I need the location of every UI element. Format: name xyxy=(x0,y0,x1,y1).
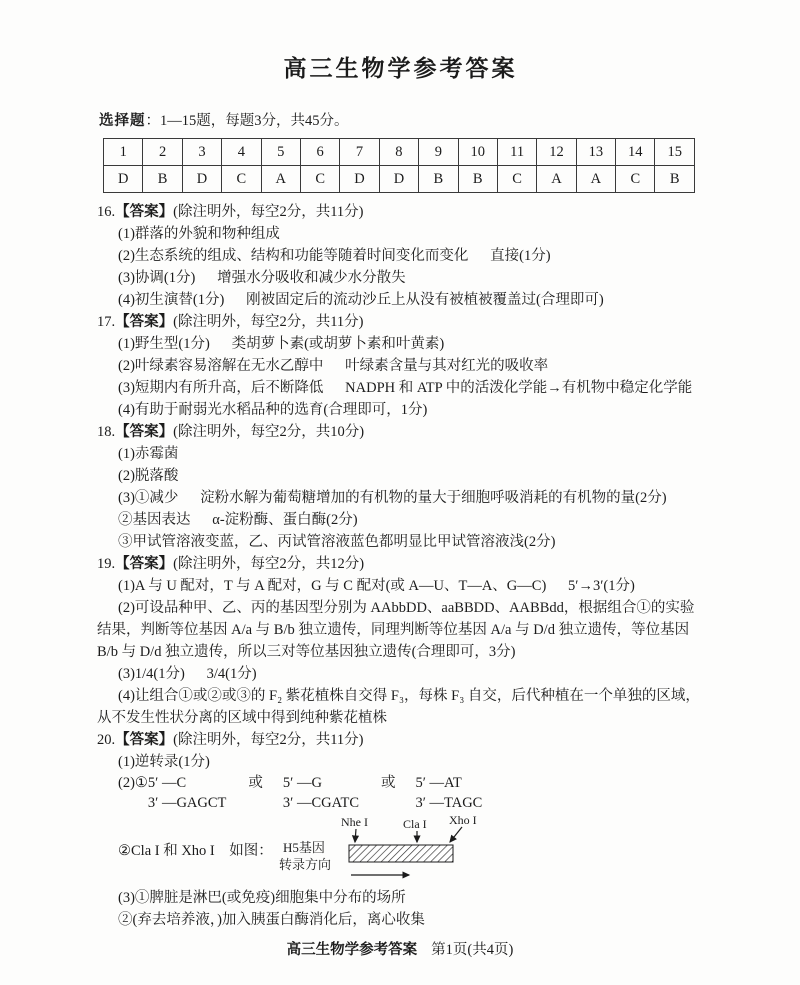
site-nhe1-label: Nhe I xyxy=(340,815,368,829)
question-number-cell: 7 xyxy=(340,139,379,166)
answer-letter-cell: D xyxy=(104,166,143,193)
h5-gene-diagram xyxy=(279,815,529,887)
answer-line: (3)协调(1分) 增强水分吸收和减少水分散失 xyxy=(118,270,406,286)
answer-line: ②(弃去培养液，)加入胰蛋白酶消化后，离心收集 xyxy=(118,912,425,928)
section-heading-detail: ：1—15题，每题3分，共45分。 xyxy=(145,113,349,129)
answer-letter-cell: C xyxy=(222,166,261,193)
answer-line: (4)让组合①或②或③的 F₂ 紫花植株自交得 F₃，每株 F₃ 自交，后代种植在一个单独的区域，从不发生性状分离的区域中得到纯种紫花植株 xyxy=(97,688,700,726)
question-20 xyxy=(97,729,704,931)
answer-line: (1)野生型(1分) 类胡萝卜素(或胡萝卜素和叶黄素) xyxy=(118,336,445,352)
scoring-note: (除注明外，每空2分，共12分) xyxy=(173,556,365,572)
dna-end-top-strand: 5′ —G xyxy=(282,775,322,791)
question-number-cell: 11 xyxy=(497,139,536,166)
mcq-answer-table xyxy=(103,138,695,193)
answer-line: (3)短期内有所升高，后不断降低 NADPH 和 ATP 中的活泼化学能→有机物中稳定化学能 xyxy=(118,380,693,396)
question-number-cell: 3 xyxy=(182,139,221,166)
dna-end-bottom-strand: 3′ —GAGCT xyxy=(147,795,227,811)
answers-body xyxy=(97,201,704,931)
question-19 xyxy=(97,553,704,729)
answer-line: (1)A 与 U 配对，T 与 A 配对，G 与 C 配对(或 A—U、T—A、G—C) 5′→3′(1分) xyxy=(118,578,635,594)
answer-line: (3)①脾脏是淋巴(或免疫)细胞集中分布的场所 xyxy=(118,890,406,906)
site-cla1-label: Cla I xyxy=(402,817,427,831)
question-number: 18. xyxy=(97,424,116,440)
answer-letter-cell: B xyxy=(419,166,458,193)
answer-line: (2)脱落酸 xyxy=(118,468,179,484)
question-header xyxy=(97,421,704,443)
page-title: 高三生物学参考答案 xyxy=(283,56,518,81)
question-number: 17. xyxy=(97,314,116,330)
answer-letter-cell: C xyxy=(497,166,536,193)
nhe1-arrow-icon xyxy=(355,829,356,842)
scoring-note: (除注明外，每空2分，共10分) xyxy=(173,424,365,440)
dna-end-bottom-strand: 3′ —CGATC xyxy=(282,795,359,811)
answer-letter-cell: B xyxy=(143,166,182,193)
question-number-cell: 4 xyxy=(222,139,261,166)
answer-line: ②基因表达 α-淀粉酶、蛋白酶(2分) xyxy=(118,512,358,528)
dna-end-pair xyxy=(283,773,359,813)
question-number-cell: 5 xyxy=(261,139,300,166)
question-number-cell: 6 xyxy=(300,139,339,166)
footer-page-number: 第1页(共4页) xyxy=(431,942,514,958)
question-number-cell: 9 xyxy=(419,139,458,166)
page-footer xyxy=(0,938,800,959)
or-separator: 或 xyxy=(248,775,263,791)
answer-line: (1)群落的外貌和物种组成 xyxy=(118,226,280,242)
question-17 xyxy=(97,311,704,421)
dna-end-bottom-strand: 3′ —TAGC xyxy=(415,795,483,811)
scoring-note: (除注明外，每空2分，共11分) xyxy=(173,204,364,220)
answer-line: (2)可设品种甲、乙、丙的基因型分别为 AAbbDD、aaBBDD、AABBdd，根据组合①的实验结果，判断等位基因 A/a 与 B/b 独立遗传，同理判断等位基因 A/a 与 D/d 独立遗传，等位基因 B/b 与 D/d 独立遗传，所以三对等位基因独立遗传(合理即可，3分) xyxy=(97,600,695,660)
ends-prefix: (2)① xyxy=(118,775,148,791)
gene-label: H5基因 xyxy=(282,840,325,855)
answer-line: (3)1/4(1分) 3/4(1分) xyxy=(118,666,257,682)
or-separator: 或 xyxy=(381,775,396,791)
answer-letter-cell: C xyxy=(300,166,339,193)
question-number-cell: 1 xyxy=(104,139,143,166)
answer-label: 【答案】 xyxy=(115,556,174,572)
answer-line: (4)初生演替(1分) 刚被固定后的流动沙丘上从没有被植被覆盖过(合理即可) xyxy=(118,292,604,308)
answer-letter-cell: D xyxy=(182,166,221,193)
answer-letter-cell: B xyxy=(458,166,497,193)
dna-end-top-strand: 5′ —C xyxy=(147,775,187,791)
question-number: 19. xyxy=(97,556,116,572)
answer-label: 【答案】 xyxy=(115,424,174,440)
answer-letter-cell: C xyxy=(616,166,655,193)
question-number-cell: 10 xyxy=(458,139,497,166)
answer-label: 【答案】 xyxy=(115,314,174,330)
answer-line: ③甲试管溶液变蓝，乙、丙试管溶液蓝色都明显比甲试管溶液浅(2分) xyxy=(118,534,556,550)
enzyme-answer-text: ②Cla I 和 Xho I xyxy=(118,843,215,859)
question-number-cell: 13 xyxy=(576,139,615,166)
question-number-row xyxy=(104,139,695,166)
footer-document-title: 高三生物学参考答案 xyxy=(286,942,418,958)
answer-label: 【答案】 xyxy=(115,204,174,220)
h5-gene-box xyxy=(349,845,453,862)
question-number-cell: 14 xyxy=(616,139,655,166)
xho1-arrow-icon xyxy=(450,827,462,842)
answer-letter-cell: D xyxy=(379,166,418,193)
scoring-note: (除注明外，每空2分，共11分) xyxy=(173,732,364,748)
diagram-caption xyxy=(118,840,273,862)
answer-line: (1)逆转录(1分) xyxy=(118,754,210,770)
answer-letter-cell: B xyxy=(655,166,695,193)
answer-label: 【答案】 xyxy=(115,732,174,748)
question-number-cell: 12 xyxy=(537,139,576,166)
section-heading xyxy=(99,109,704,130)
answer-letter-row xyxy=(104,166,695,193)
question-number: 20. xyxy=(97,732,116,748)
transcription-direction-label: 转录方向 xyxy=(278,857,331,872)
answer-line: (1)赤霉菌 xyxy=(118,446,179,462)
answer-letter-cell: A xyxy=(537,166,576,193)
section-heading-label: 选择题 xyxy=(99,113,146,129)
dna-end-pair xyxy=(416,773,483,813)
answer-letter-cell: D xyxy=(340,166,379,193)
scoring-note: (除注明外，每空2分，共11分) xyxy=(173,314,364,330)
question-number-cell: 15 xyxy=(655,139,695,166)
question-number-cell: 8 xyxy=(379,139,418,166)
dna-end-top-strand: 5′ —AT xyxy=(415,775,462,791)
answer-letter-cell: A xyxy=(576,166,615,193)
as-shown-label: 如图： xyxy=(214,843,273,859)
question-header xyxy=(97,311,704,333)
answer-line: (2)叶绿素容易溶解在无水乙醇中 叶绿素含量与其对红光的吸收率 xyxy=(118,358,549,374)
question-number: 16. xyxy=(97,204,116,220)
question-number-cell: 2 xyxy=(143,139,182,166)
dna-sticky-ends xyxy=(118,773,704,813)
answer-letter-cell: A xyxy=(261,166,300,193)
dna-end-pair xyxy=(148,773,227,813)
question-16 xyxy=(97,201,704,311)
question-header xyxy=(97,729,704,751)
answer-line: (2)生态系统的组成、结构和功能等随着时间变化而变化 直接(1分) xyxy=(118,248,551,264)
question-18 xyxy=(97,421,704,553)
site-xho1-label: Xho I xyxy=(448,815,477,827)
answer-line: (3)①减少 淀粉水解为葡萄糖增加的有机物的量大于细胞呼吸消耗的有机物的量(2分) xyxy=(118,490,667,506)
h5-gene-diagram-row xyxy=(118,815,704,887)
question-header xyxy=(97,553,704,575)
answer-line: (4)有助于耐弱光水稻品种的选育(合理即可，1分) xyxy=(118,402,428,418)
question-header xyxy=(97,201,704,223)
